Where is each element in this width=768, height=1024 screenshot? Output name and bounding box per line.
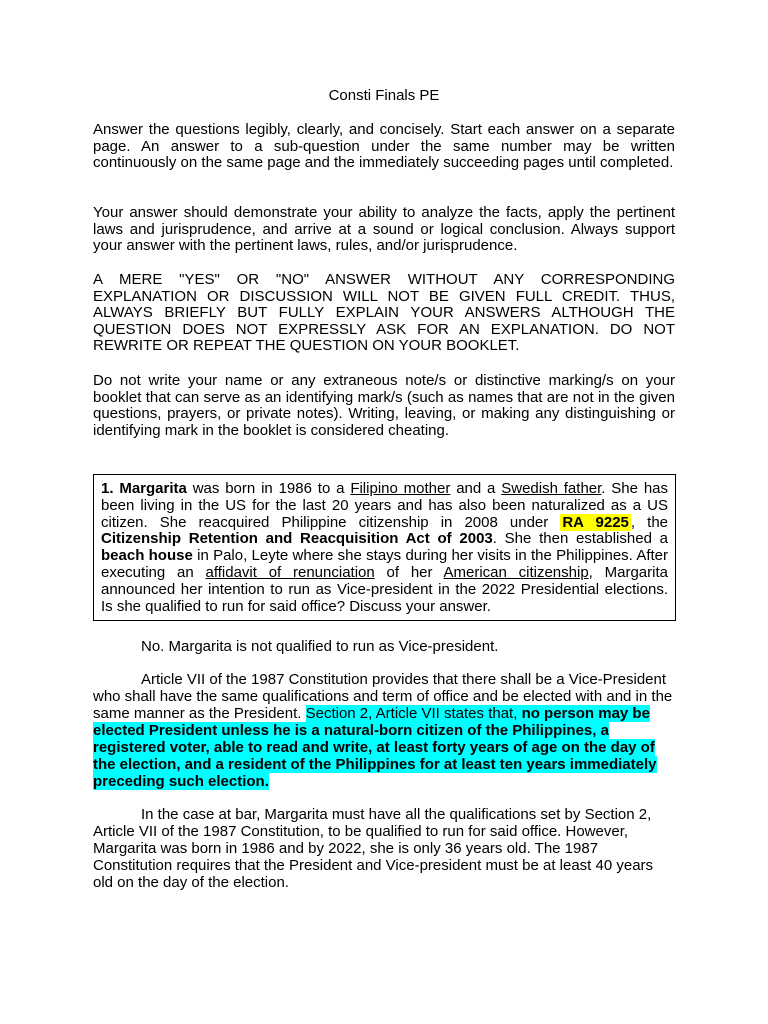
answer-paragraph-2 (93, 671, 675, 790)
instruction-paragraph-4: Do not write your name or any extraneous note/s or distinctive marking/s on your booklet that can serve as an identifying mark/s (such as names that are not in the given questions, prayers, or private notes). Writing, leaving, or making any distinguishing or identifying mark in the booklet is considered cheating. (93, 372, 675, 439)
answer-paragraph-1: No. Margarita is not qualified to run as Vice-president. (141, 638, 499, 655)
instruction-paragraph-3: A MERE "YES" OR "NO" ANSWER WITHOUT ANY CORRESPONDING EXPLANATION OR DISCUSSION WILL NOT BE GIVEN FULL CREDIT. THUS, ALWAYS BRIEFLY BUT FULLY EXPLAIN YOUR ANSWERS ALTHOUGH THE QUESTION DOES NOT EXPRESSLY ASK FOR AN EXPLANATION. DO NOT REWRITE OR REPEAT THE QUESTION ON YOUR BOOKLET. (93, 271, 675, 355)
question-american-citizenship: American citizenship (443, 563, 589, 581)
question-affidavit: affidavit of renunciation (205, 563, 375, 581)
answer-paragraph-3: In the case at bar, Margarita must have all the qualifications set by Section 2, Article VII of the 1987 Constitution, to be qualified to run for said office. However, Margarita was born in 1986 and by 2022, she is only 36 years old. The 1987 Constitution requires that the President and Vice-president must be at least 40 years old on the day of the election. (93, 806, 654, 891)
question-text: and a (450, 480, 502, 497)
question-ra-highlight: RA 9225 (562, 513, 629, 531)
instruction-paragraph-1: Answer the questions legibly, clearly, and concisely. Start each answer on a separate page. An answer to a sub-question under the same number may be written continuously on the same page and the immediately succeeding pages until completed. (93, 121, 675, 172)
question-beach-house: beach house (101, 547, 193, 565)
question-text: . She has been living in the US for the last 20 years and has also been naturalized as a US citizen. She reacquired Philippine citizenship in 2008 under (101, 480, 669, 531)
question-text: of her (374, 563, 444, 581)
question-text: , the (630, 513, 668, 531)
answer-bold-highlighted-text: no person may be elected President unless he is a natural-born citizen of the Philippines, a registered voter, able to read and write, at least forty years of age on the day of the election, and a resident of the Philippines for at least ten years immediately preceding such election. (93, 705, 657, 790)
question-text: was born in 1986 to a (186, 480, 351, 497)
question-text: . She then established a (492, 530, 669, 548)
document-title: Consti Finals PE (328, 87, 440, 104)
question-text: , Margarita announced her intention to run as Vice-president in the 2022 Presidential elections. Is she qualified to run for said office? Discuss your answer. (101, 563, 668, 615)
question-filipino-mother: Filipino mother (350, 480, 451, 497)
question-act-name: Citizenship Retention and Reacquisition Act of 2003 (101, 530, 493, 548)
answer-highlighted-text: Section 2, Article VII states that, (305, 705, 522, 722)
question-box (93, 474, 676, 621)
instruction-paragraph-2: Your answer should demonstrate your ability to analyze the facts, apply the pertinent laws and jurisprudence, and arrive at a sound or logical conclusion. Always support your answer with the pertinent laws, rules, and/or jurisprudence. (93, 204, 675, 255)
answer-plain-text: Article VII of the 1987 Constitution provides that there shall be a Vice-President who shall have the same qualifications and term of office and be elected with and in the same manner as the President. (93, 671, 673, 722)
question-swedish-father: Swedish father (501, 480, 602, 497)
question-number-name: 1. Margarita (101, 480, 187, 497)
question-text: in Palo, Leyte where she stays during her visits in the Philippines. After executing an (101, 547, 668, 581)
